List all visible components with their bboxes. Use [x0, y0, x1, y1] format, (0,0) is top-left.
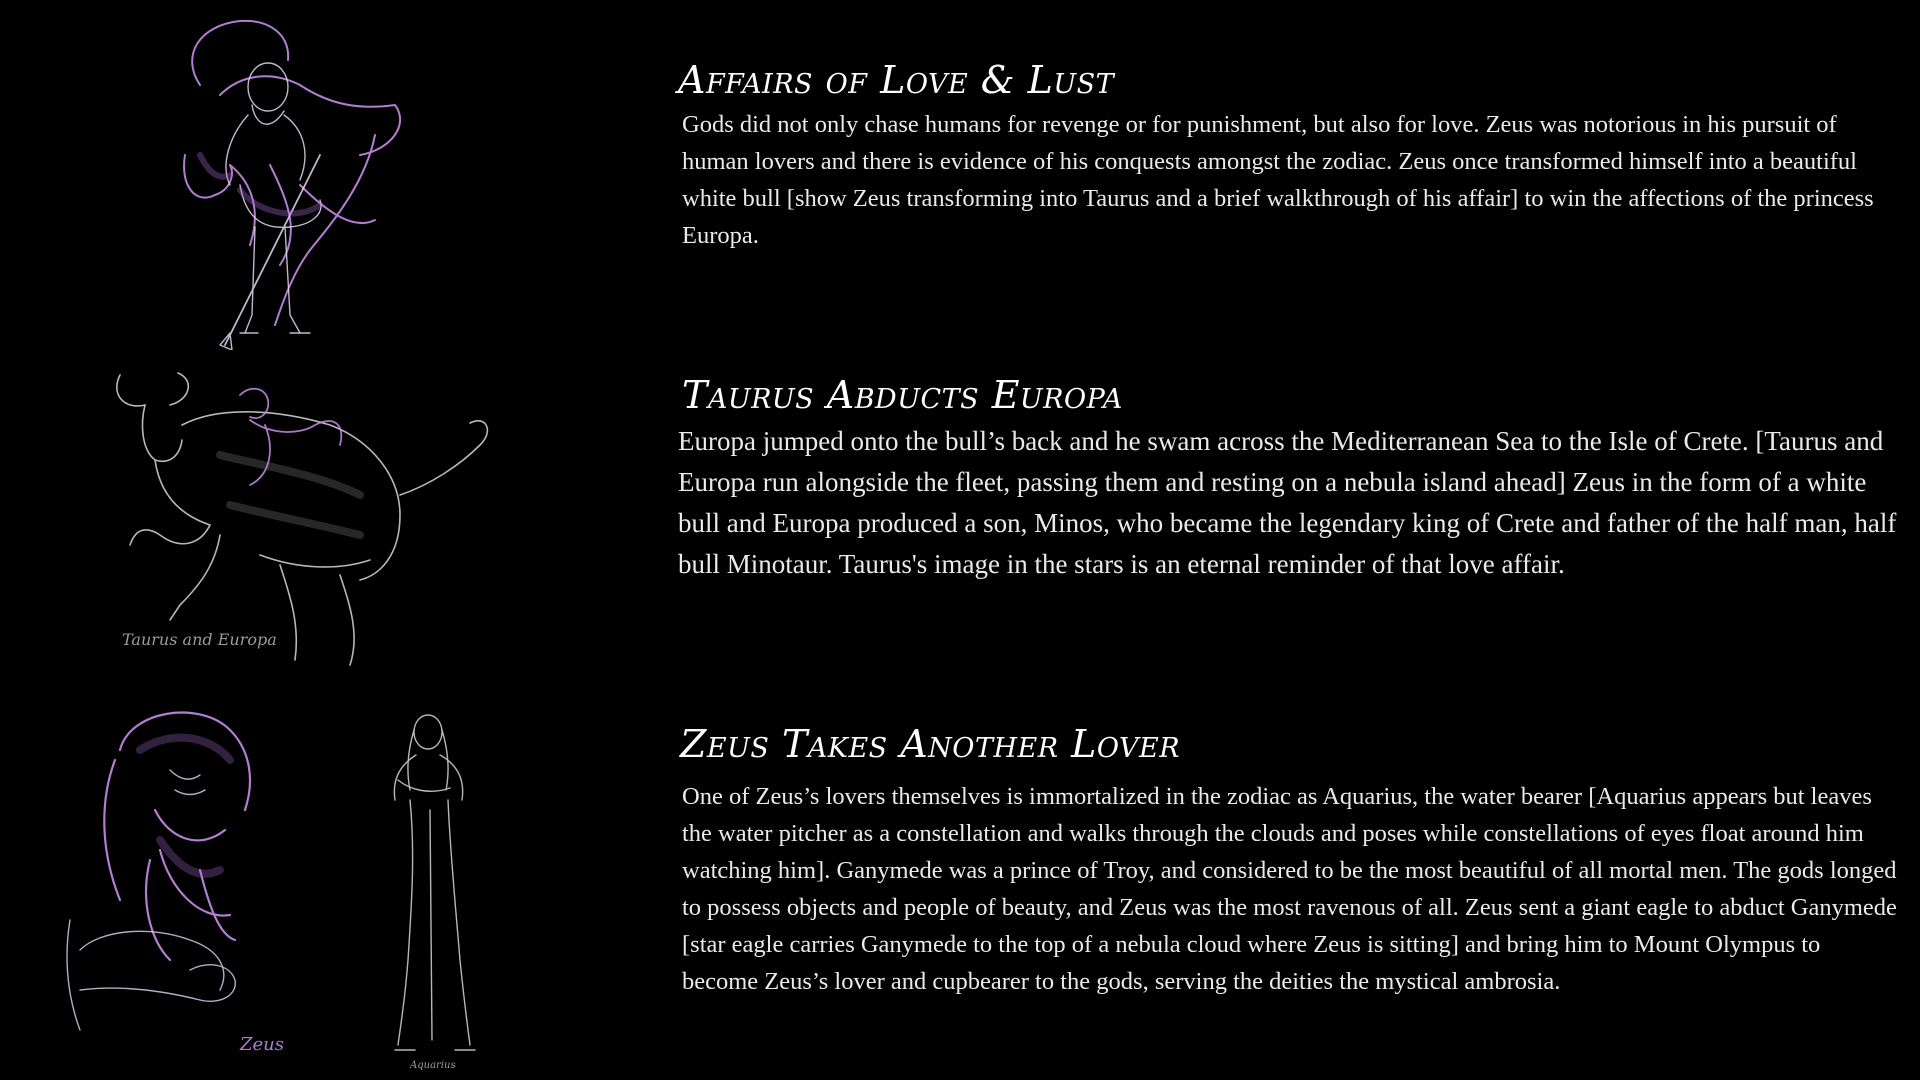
section-heading: Zeus Takes Another Lover	[680, 722, 1181, 766]
zeus-closeup-illustration	[60, 690, 320, 1070]
section-taurus	[678, 371, 1900, 585]
section-body: Gods did not only chase humans for revenge or for punishment, but also for love. Zeus was notorious in his pursuit of human lovers and there is evidence of his conquests amongst the zodiac. Zeus once transformed himself into a beautiful white bull [show Zeus transforming into Taurus and a brief walkthrough of his affair] to win the affections of the princess Europa.	[682, 111, 1874, 249]
svg-text:Taurus and Europa: Taurus and Europa	[122, 630, 277, 649]
zeus-illustration	[160, 15, 420, 350]
svg-text:Zeus: Zeus	[240, 1034, 284, 1055]
aquarius-illustration	[370, 700, 490, 1070]
section-heading: Affairs of Love & Lust	[678, 58, 1115, 102]
section-heading: Taurus Abducts Europa	[682, 373, 1123, 417]
taurus-europa-illustration	[100, 365, 510, 675]
svg-text:Aquarius: Aquarius	[410, 1060, 456, 1070]
section-body: One of Zeus’s lovers themselves is immortalized in the zodiac as Aquarius, the water bearer [Aquarius appears but leaves the water pitcher as a constellation and walks through the clouds and poses while constellations of eyes float around him watching him]. Ganymede was a prince of Troy, and considered to be the most beautiful of all mortal men. The gods longed to possess objects and people of beauty, and Zeus was the most ravenous of all. Zeus sent a giant eagle to abduct Ganymede [star eagle carries Ganymede to the top of a nebula cloud where Zeus is sitting] and bring him to Mount Olympus to become Zeus’s lover and cupbearer to the gods, serving the deities the mystical ambrosia.	[682, 783, 1897, 995]
section-body: Europa jumped onto the bull’s back and he swam across the Mediterranean Sea to the Isle of Crete. [Taurus and Europa run alongside the fleet, passing them and resting on a nebula island ahead] Zeus in the form of a white bull and Europa produced a son, Minos, who became the legendary king of Crete and father of the half man, half bull Minotaur. Taurus's image in the stars is an eternal reminder of that love affair.	[678, 426, 1897, 579]
section-zeus-lover	[678, 720, 1900, 1000]
section-affairs	[678, 56, 1900, 254]
